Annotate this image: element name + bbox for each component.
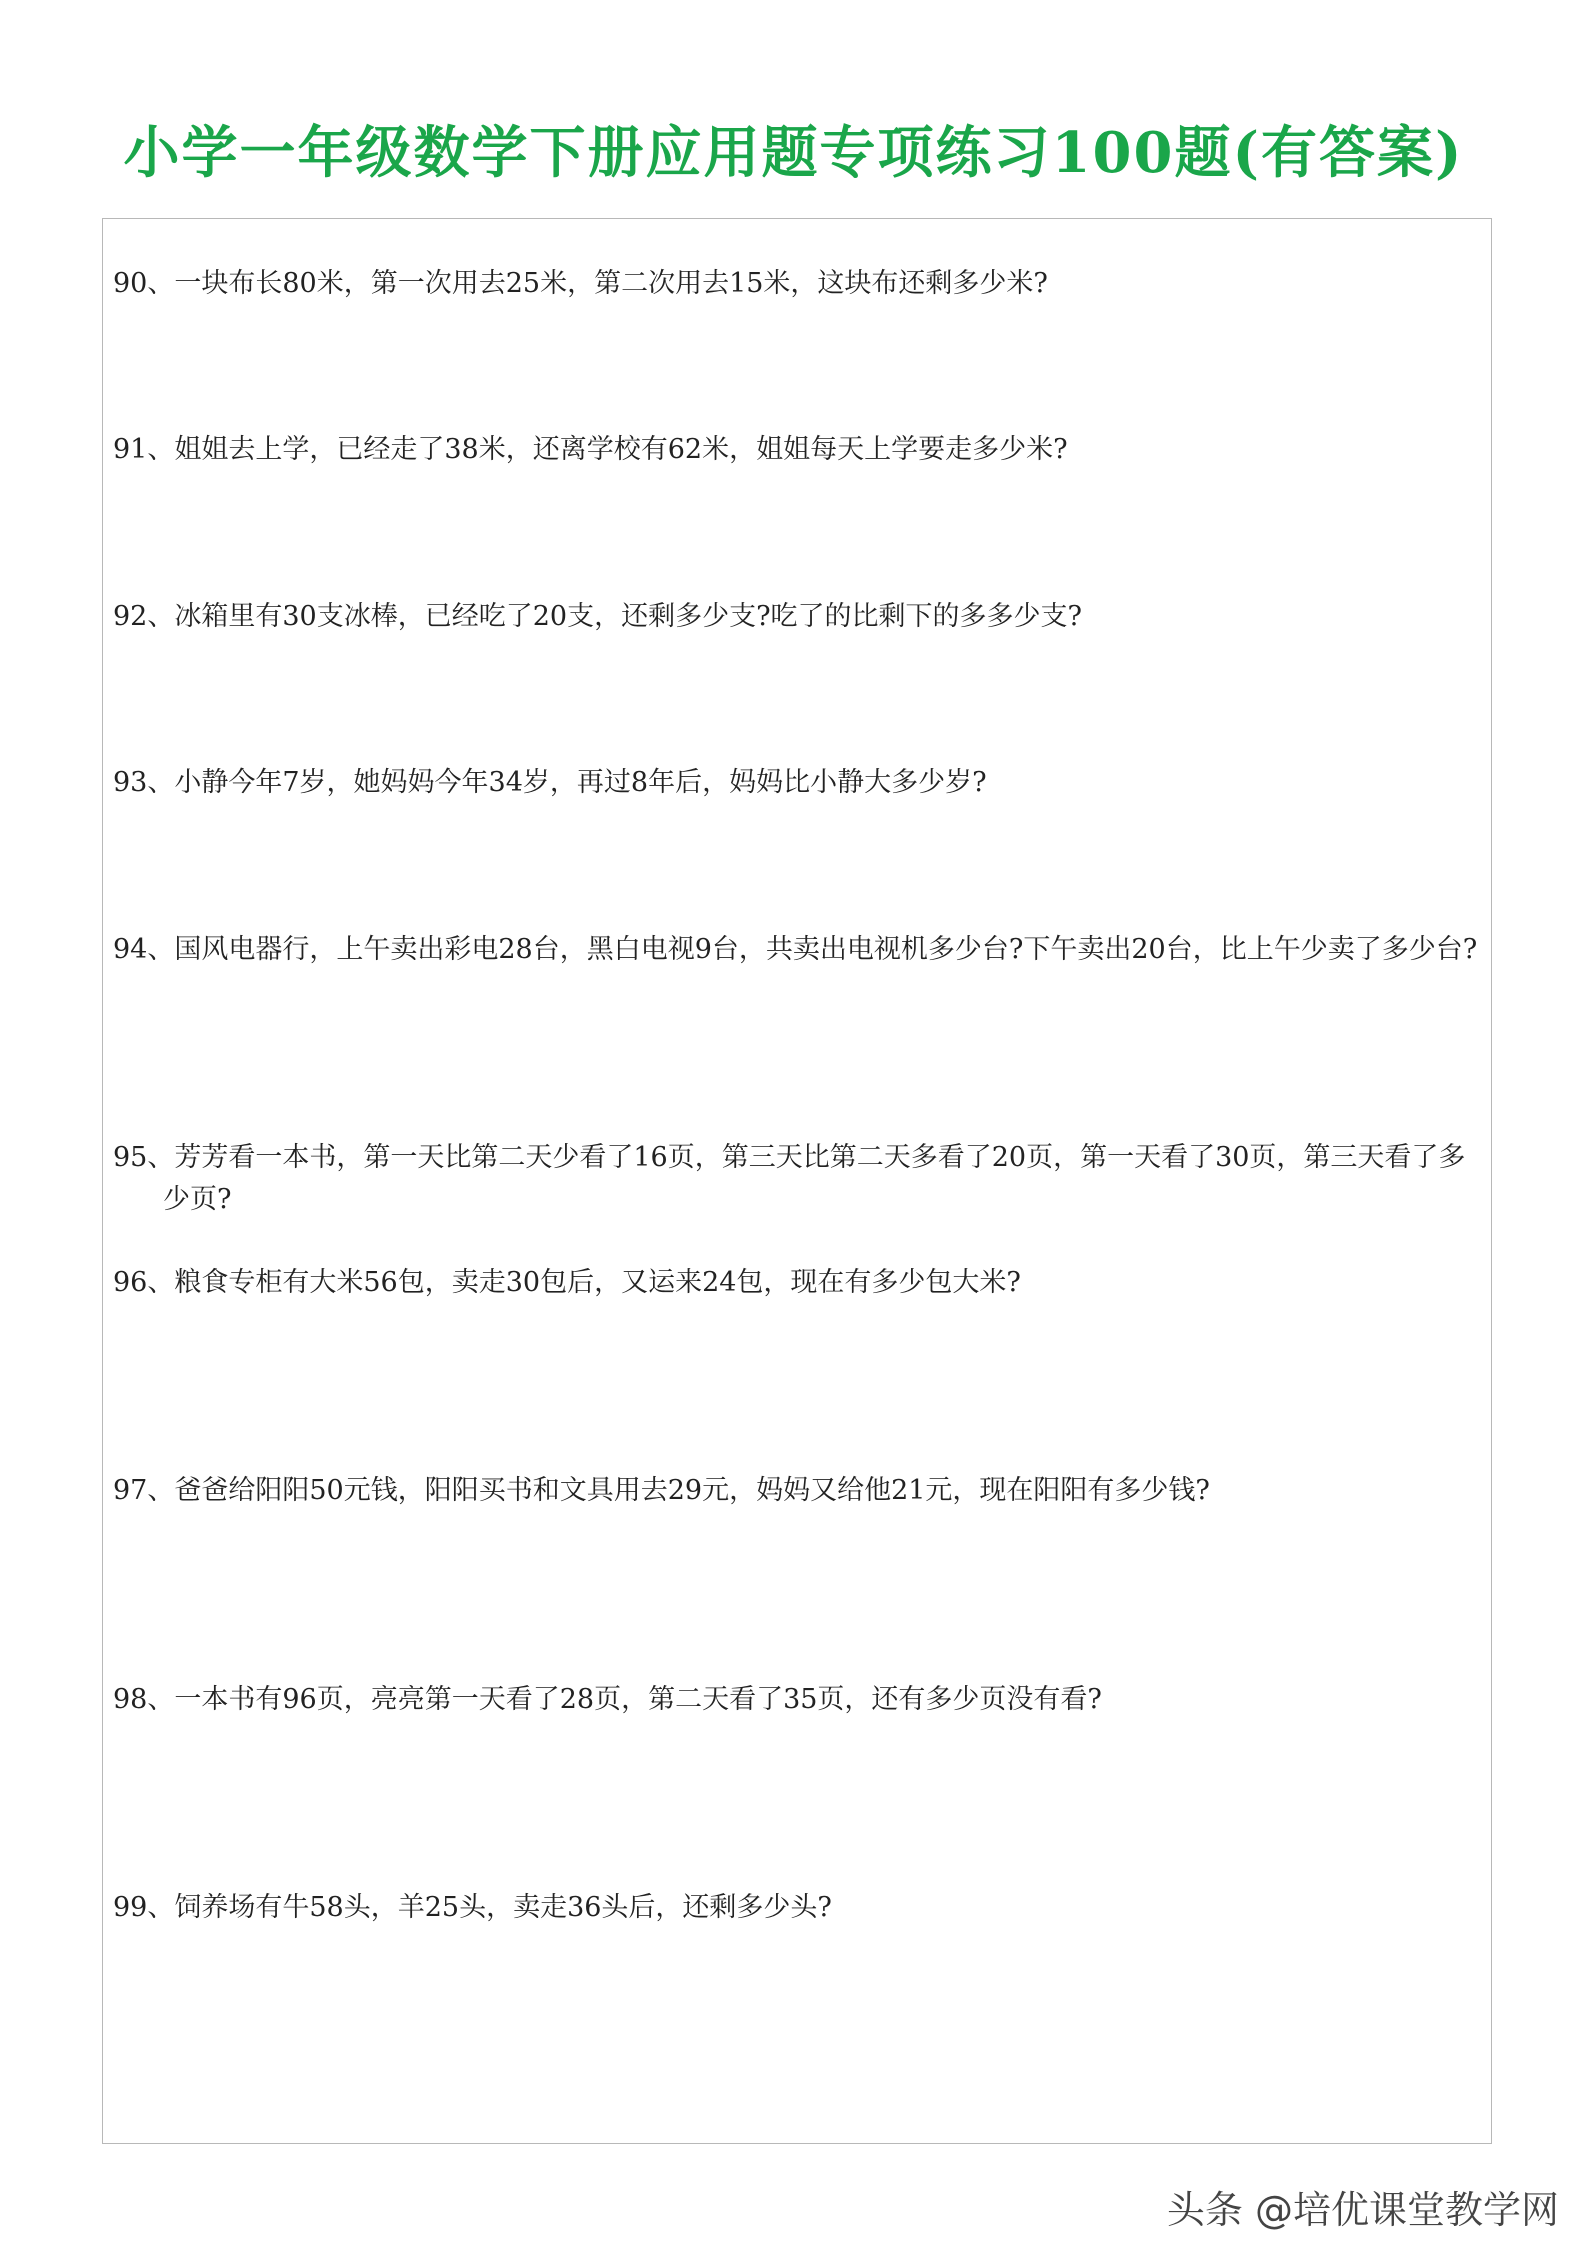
question-text: 97、爸爸给阳阳50元钱，阳阳买书和文具用去29元，妈妈又给他21元，现在阳阳有多少钱? — [113, 1475, 1210, 1506]
question-text: 92、冰箱里有30支冰棒，已经吃了20支，还剩多少支?吃了的比剩下的多多少支? — [113, 601, 1083, 632]
question-text: 96、粮食专柜有大米56包，卖走30包后，又运来24包，现在有多少包大米? — [113, 1267, 1021, 1298]
question-93 — [113, 762, 1485, 804]
question-text: 94、国风电器行，上午卖出彩电28台，黑白电视9台，共卖出电视机多少台?下午卖出20台，比上午少卖了多少台? — [113, 934, 1478, 965]
watermark: 头条 @培优课堂教学网 — [1166, 2188, 1559, 2232]
question-97 — [113, 1470, 1485, 1512]
question-96 — [113, 1262, 1485, 1304]
question-98 — [113, 1679, 1485, 1721]
question-94 — [113, 929, 1485, 971]
question-text: 90、一块布长80米，第一次用去25米，第二次用去15米，这块布还剩多少米? — [113, 268, 1048, 299]
question-text: 95、芳芳看一本书，第一天比第二天少看了16页，第三天比第二天多看了20页，第一天看了30页，第三天看了多少页? — [113, 1142, 1466, 1215]
question-90 — [113, 263, 1485, 305]
question-91 — [113, 429, 1485, 471]
question-sheet — [102, 218, 1492, 2144]
question-95 — [113, 1137, 1485, 1221]
question-text: 98、一本书有96页，亮亮第一天看了28页，第二天看了35页，还有多少页没有看? — [113, 1684, 1102, 1715]
question-text: 93、小静今年7岁，她妈妈今年34岁，再过8年后，妈妈比小静大多少岁? — [113, 767, 987, 798]
page-title: 小学一年级数学下册应用题专项练习100题(有答案) — [123, 120, 1464, 186]
question-text: 91、姐姐去上学，已经走了38米，还离学校有62米，姐姐每天上学要走多少米? — [113, 434, 1068, 465]
question-text: 99、饲养场有牛58头，羊25头，卖走36头后，还剩多少头? — [113, 1892, 832, 1923]
question-92 — [113, 596, 1485, 638]
question-99 — [113, 1887, 1485, 1929]
